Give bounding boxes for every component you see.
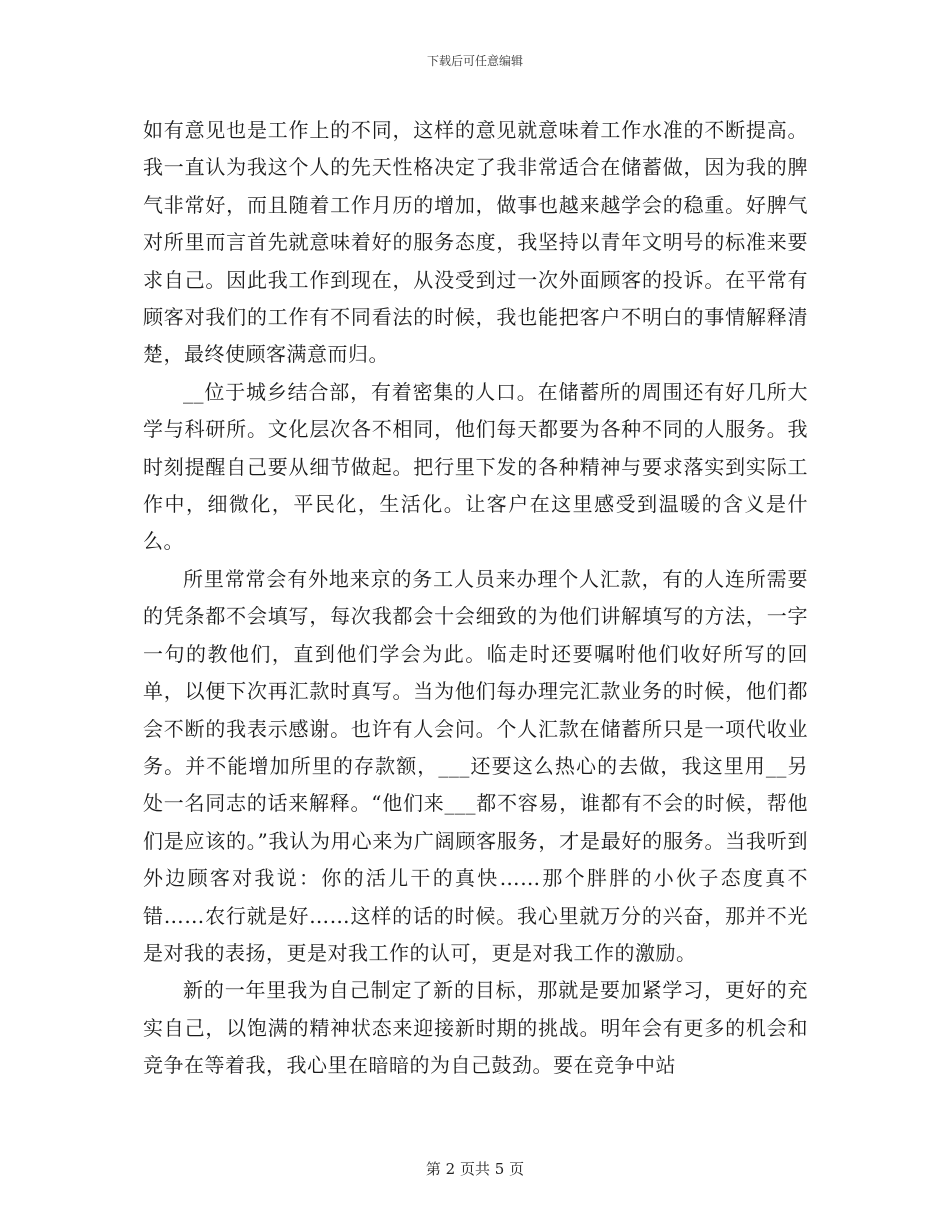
document-body: [143, 112, 808, 1085]
page-footer: 第 2 页共 5 页: [425, 1160, 525, 1178]
paragraph-4: 新的一年里我为自己制定了新的目标，那就是要加紧学习，更好的充实自己，以饱满的精神状态来迎接新时期的挑战。明年会有更多的机会和竞争在等着我，我心里在暗暗的为自己鼓劲。要在竞争中站: [143, 978, 808, 1078]
paragraph-1: 如有意见也是工作上的不同，这样的意见就意味着工作水准的不断提高。我一直认为我这个人的先天性格决定了我非常适合在储蓄做，因为我的脾气非常好，而且随着工作月历的增加，做事也越来越学会的稳重。好脾气对所里而言首先就意味着好的服务态度，我坚持以青年文明号的标准来要求自己。因此我工作到现在，从没受到过一次外面顾客的投诉。在平常有顾客对我们的工作有不同看法的时候，我也能把客户不明白的事情解释清楚，最终使顾客满意而归。: [143, 118, 808, 367]
paragraph-3: 所里常常会有外地来京的务工人员来办理个人汇款，有的人连所需要的凭条都不会填写，每次我都会十会细致的为他们讲解填写的方法，一字一句的教他们，直到他们学会为此。临走时还要嘱咐他们收好所写的回单，以便下次再汇款时真写。当为他们每办理完汇款业务的时候，他们都会不断的我表示感谢。也许有人会问。个人汇款在储蓄所只是一项代收业务。并不能增加所里的存款额，___还要这么热心的去做，我这里用__另处一名同志的话来解释。“他们来___都不容易，谁都有不会的时候，帮他们是应该的。”我认为用心来为广阔顾客服务，才是最好的服务。当我听到外边顾客对我说：你的活儿干的真快……那个胖胖的小伙子态度真不错……农行就是好……这样的话的时候。我心里就万分的兴奋，那并不光是对我的表扬，更是对我工作的认可，更是对我工作的激励。: [143, 566, 808, 965]
paragraph-2: __位于城乡结合部，有着密集的人口。在储蓄所的周围还有好几所大学与科研所。文化层次各不相同，他们每天都要为各种不同的人服务。我时刻提醒自己要从细节做起。把行里下发的各种精神与要求落实到实际工作中，细微化，平民化，生活化。让客户在这里感受到温暖的含义是什么。: [143, 379, 808, 554]
page-header: 下载后可任意编辑: [426, 54, 523, 68]
